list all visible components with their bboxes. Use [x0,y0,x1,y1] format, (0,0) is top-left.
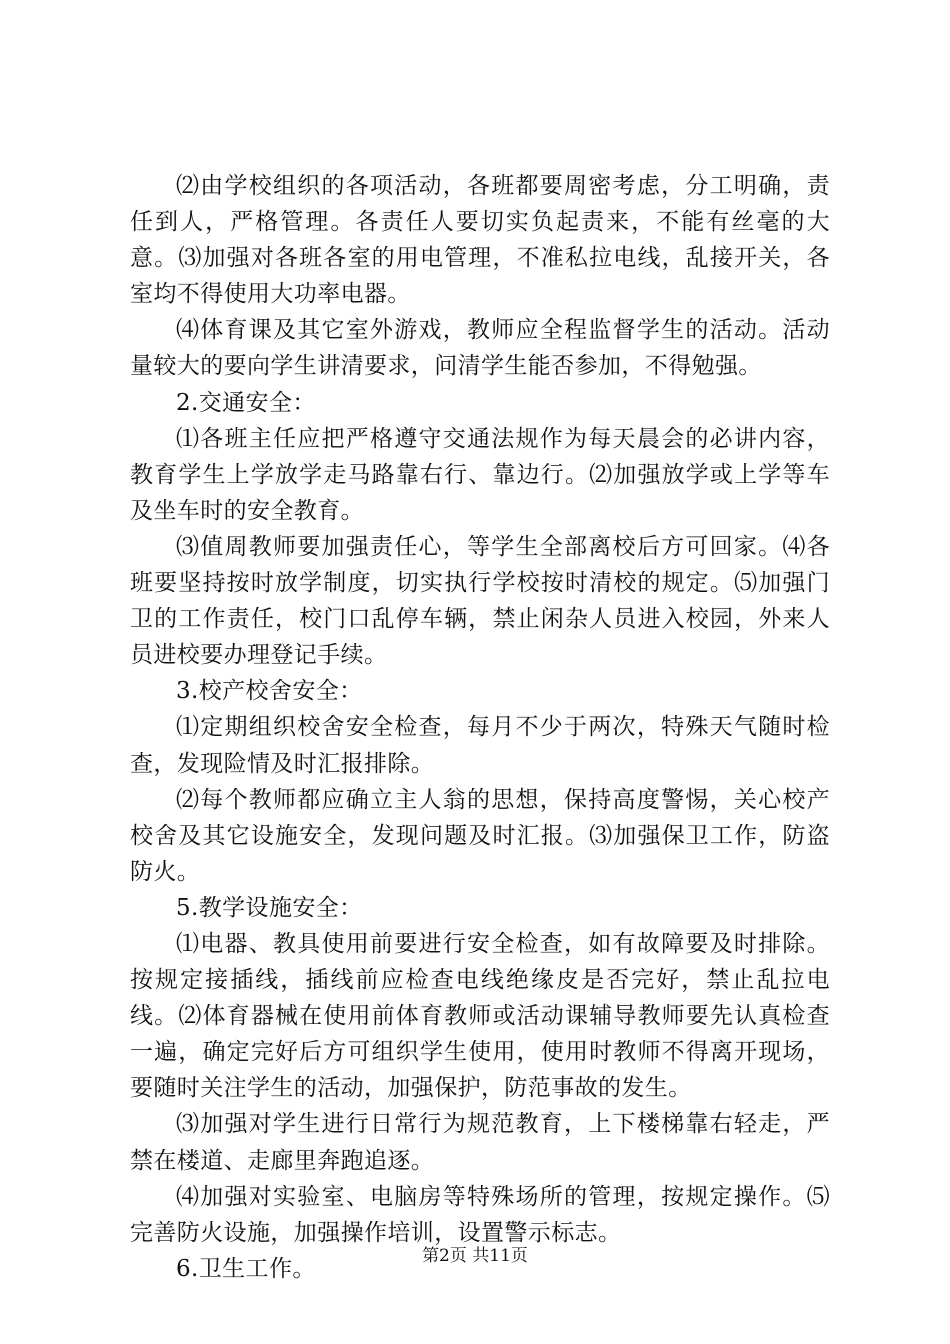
section-heading-campus-property-safety: 3.校产校舍安全： [176,678,363,705]
section-heading-traffic-safety: 2.交通安全： [176,389,316,416]
paragraph: ⑵每个教师都应确立主人翁的思想，保持高度警惕，关心校产校舍及其它设施安全，发现问题及时汇报。⑶加强保卫工作，防盗防火。 [130,786,830,885]
document-body [130,168,830,1287]
paragraph: ⑷加强对实验室、电脑房等特殊场所的管理，按规定操作。⑸完善防火设施，加强操作培训，设置警示标志。 [130,1183,830,1246]
paragraph: ⑴各班主任应把严格遵守交通法规作为每天晨会的必讲内容，教育学生上学放学走马路靠右行、靠边行。⑵加强放学或上学等车及坐车时的安全教育。 [130,425,830,524]
paragraph: ⑵由学校组织的各项活动，各班都要周密考虑，分工明确，责任到人，严格管理。各责任人要切实负起责来，不能有丝毫的大意。⑶加强对各班各室的用电管理，不准私拉电线，乱接开关，各室均不得使用大功率电器。 [130,173,830,308]
paragraph: ⑶加强对学生进行日常行为规范教育，上下楼梯靠右轻走，严禁在楼道、走廊里奔跑追逐。 [130,1111,830,1174]
page-number-footer: 第2页 共11页 [422,1246,528,1266]
paragraph: ⑴定期组织校舍安全检查，每月不少于两次，特殊天气随时检查，发现险情及时汇报排除。 [130,714,830,777]
paragraph: ⑶值周教师要加强责任心，等学生全部离校后方可回家。⑷各班要坚持按时放学制度，切实执行学校按时清校的规定。⑸加强门卫的工作责任，校门口乱停车辆，禁止闲杂人员进入校园，外来人员进校要办理登记手续。 [130,533,830,669]
section-heading-teaching-facility-safety: 5.教学设施安全： [176,894,363,921]
paragraph: ⑷体育课及其它室外游戏，教师应全程监督学生的活动。活动量较大的要向学生讲清要求，问清学生能否参加，不得勉强。 [130,317,830,380]
section-heading-hygiene-work: 6.卫生工作。 [176,1255,316,1282]
paragraph: ⑴电器、教具使用前要进行安全检查，如有故障要及时排除。按规定接插线，插线前应检查电线绝缘皮是否完好，禁止乱拉电线。⑵体育器械在使用前体育教师或活动课辅导教师要先认真检查一遍，确定完好后方可组织学生使用，使用时教师不得离开现场，要随时关注学生的活动，加强保护，防范事故的发生。 [130,930,830,1102]
